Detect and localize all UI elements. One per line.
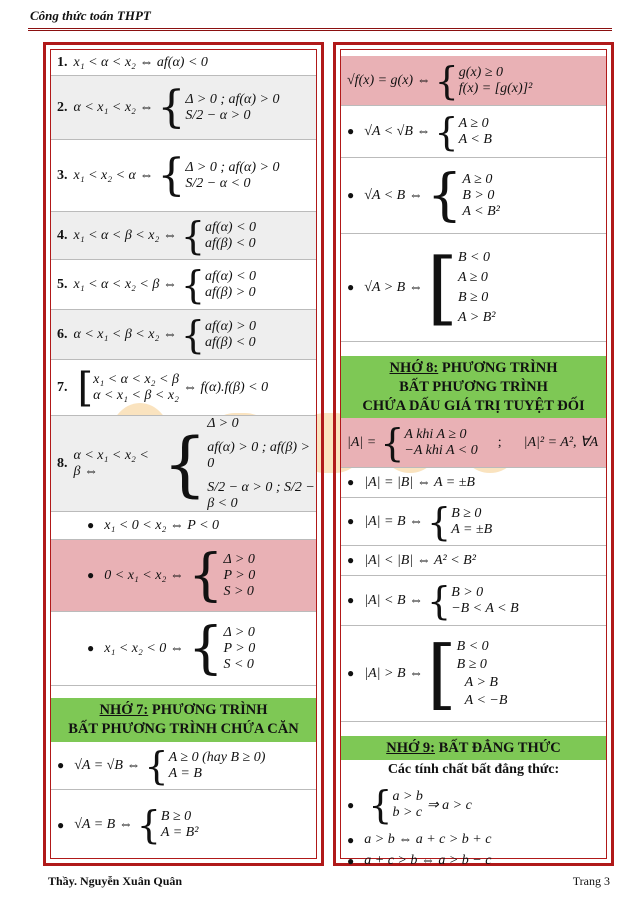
bullet-icon: ● [57,817,65,832]
left-row-11: ● x₁ < x₂ < 0 ⇔ { Δ > 0 P > 0 S < 0 [51,612,316,686]
bullet-icon: ● [347,514,355,528]
bullet-icon: ● [347,666,355,680]
bullet-icon: ● [347,280,355,294]
section-title-8: NHỚ 8: PHƯƠNG TRÌNH BẤT PHƯƠNG TRÌNH CHỨA DẤU GIÁ TRỊ TUYỆT ĐỐI [341,356,606,418]
right-row-3: ● √A < B ⇔ { A ≥ 0 B > 0 A < B² [341,158,606,234]
bullet-icon: ● [347,553,355,567]
right-row-12: ● a > b ⇔ a + c > b + c [347,832,492,847]
right-row-4: ● √A > B ⇔ [ B < 0 A ≥ 0 B ≥ 0 A > B² [341,234,606,342]
bullet-icon: ● [347,475,355,489]
left-frame [43,42,324,866]
right-row-11: ● { a > b b > c ⇒ a > c [347,783,472,827]
right-row-8: ● |A| < |B| ⇔ A² < B² [341,546,606,576]
left-row-4: 4. x₁ < α < β < x₂ ⇔ { af(α) < 0 af(β) < 0 [51,212,316,260]
right-row-10: ● |A| > B ⇔ [ B < 0 B ≥ 0 A > B A < −B [341,626,606,722]
bullet-icon: ● [57,758,65,772]
bullet-icon: ● [347,797,355,812]
right-row-1: √f(x) = g(x) ⇔ { g(x) ≥ 0 f(x) = [g(x)]² [341,56,606,106]
bullet-icon: ● [87,518,95,532]
section-title-7: NHỚ 7: PHƯƠNG TRÌNH BẤT PHƯƠNG TRÌNH CHỨA CĂN [51,698,316,742]
right-row-6: ● |A| = |B| ⇔ A = ±B [341,468,606,498]
bullet-icon: ● [347,853,355,868]
footer-author: Thầy. Nguyễn Xuân Quân [48,874,183,888]
header-rule [28,28,612,31]
left-row-2: 2. α < x₁ < x₂ ⇔ { Δ > 0 ; af(α) > 0 S/2 − α > 0 [51,76,316,140]
section-title-9: NHỚ 9: BẤT ĐẲNG THỨC [341,736,606,760]
left-row-10: ● 0 < x₁ < x₂ ⇔ { Δ > 0 P > 0 S > 0 [51,540,316,612]
bullet-icon: ● [347,124,355,138]
header-title: Công thức toán THPT [30,8,151,23]
right-row-5: |A| = { A khi A ≥ 0 −A khi A < 0 ; |A|² = A², ∀A [341,418,606,468]
left-row-12: ● √A = √B ⇔ { A ≥ 0 (hay B ≥ 0) A = B [51,742,316,790]
left-row-6: 6. α < x₁ < β < x₂ ⇔ { af(α) > 0 af(β) < 0 [51,310,316,360]
left-row-7: 7. [ x₁ < α < x₂ < β α < x₁ < β < x₂ ⇔ f(α).f(β) < 0 [51,360,316,416]
right-row-2: ● √A < √B ⇔ { A ≥ 0 A < B [341,106,606,158]
right-frame [333,42,614,866]
left-row-1: 1. x₁ < α < x₂ ⇔ af(α) < 0 [51,50,316,76]
right-row-7: ● |A| = B ⇔ { B ≥ 0 A = ±B [341,498,606,546]
left-row-3: 3. x₁ < x₂ < α ⇔ { Δ > 0 ; af(α) > 0 S/2 − α < 0 [51,140,316,212]
bullet-icon: ● [87,568,95,582]
left-row-8: 8. α < x₁ < x₂ < β ⇔ { Δ > 0 af(α) > 0 ; af(β) > 0 S/2 − α > 0 ; S/2 − β < 0 [51,416,316,512]
bullet-icon: ● [347,832,355,847]
left-row-13: ● √A = B ⇔ { B ≥ 0 A = B² [57,803,199,847]
right-row-13: ● a + c > b ⇔ a > b − c [347,853,492,868]
bullet-icon: ● [87,641,95,655]
footer-page-number: Trang 3 [572,874,610,888]
left-row-9: ● x₁ < 0 < x₂ ⇔ P < 0 [51,512,316,540]
bullet-icon: ● [347,188,355,202]
formula: x₁ < α < x₂ ⇔ af(α) < 0 [73,54,208,70]
section-subtitle-9: Các tính chất bất đẳng thức: [387,762,560,777]
right-row-9: ● |A| < B ⇔ { B > 0 −B < A < B [341,576,606,626]
bullet-icon: ● [347,593,355,607]
left-row-5: 5. x₁ < α < x₂ < β ⇔ { af(α) < 0 af(β) > 0 [51,260,316,310]
